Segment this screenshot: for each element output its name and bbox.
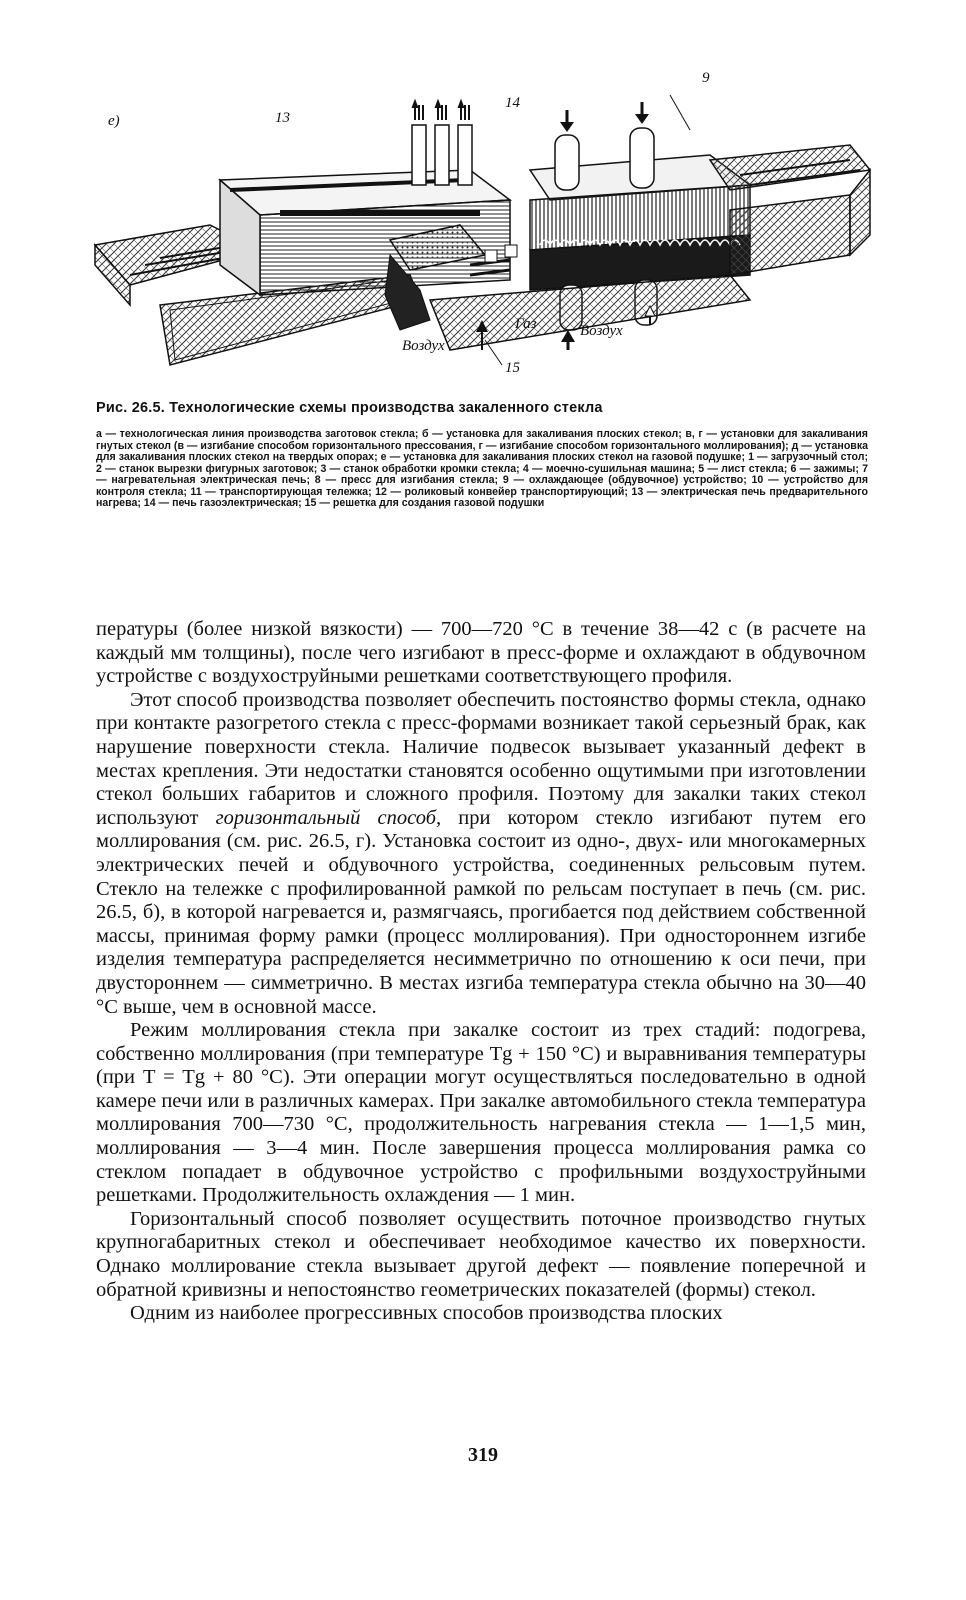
tempering-installation-drawing <box>90 60 880 390</box>
label-air-left: Воздух <box>402 338 445 354</box>
figure-caption-title: Рис. 26.5. Технологические схемы производства закаленного стекла <box>96 400 603 416</box>
paragraph-2-part-b: при котором стекло изгибают путем его моллирования (см. рис. 26.5, г). Установка состоит из одно-, двух- или многокамерных электрических печей и обдувочного устройства, соединенных рельсовым путем. Стекло на тележке с профилированной рамкой по рельсам поступает в печь (см. рис. 26.5, б), в которой нагревается и, размягчаясь, прогибается под действием собственной массы, принимая форму рамки (процесс моллирования). При одностороннем изгибе изделия температура распределяется несимметрично по отношению к оси печи, при двустороннем — симметрично. В местах изгиба температура стекла обычно на 30—40 °С выше, чем в основной массе. <box>96 806 867 1018</box>
paragraph-2 <box>96 689 866 1019</box>
figure-illustration <box>90 60 880 390</box>
label-15: 15 <box>505 360 520 376</box>
right-conveyor <box>710 145 870 275</box>
gas-pipes <box>412 100 472 185</box>
panel-label: е) <box>108 113 120 129</box>
label-gas: Газ <box>515 316 537 332</box>
label-air-right: Воздух <box>580 323 623 339</box>
body-text <box>96 618 866 1326</box>
paragraph-5: Одним из наиболее прогрессивных способов производства плоских <box>130 1302 723 1325</box>
figure-caption-legend: а — технологическая линия производства заготовок стекла; б — установка для закаливания плоских стекол; в, г — установки для закаливания гнутых стекол (в — изгибание способом горизонтального прессования, г — изгибание способом горизонтального моллирования); д — установка для закаливания плоских стекол на твердых опорах; е — установка для закаливания плоских стекол на газовой подушке; 1 — загрузочный стол; 2 — станок вырезки фигурных заготовок; 3 — станок обработки кромки стекла; 4 — моечно-сушильная машина; 5 — лист стекла; 6 — зажимы; 7 — нагревательная электрическая печь; 8 — пресс для изгибания стекла; 9 — охлаждающее (обдувочное) устройство; 10 — устройство для контроля стекла; 11 — транспортирующая тележка; 12 — роликовый конвейер транспортирующий; 13 — электрическая печь предварительного нагрева; 14 — печь газоэлектрическая; 15 — решетка для создания газовой подушки <box>96 428 869 509</box>
label-9: 9 <box>702 70 710 86</box>
paragraph-2-part-a: Этот способ производства позволяет обеспечить постоянство формы стекла, однако при контакте разогретого стекла с пресс-формами возникает такой серьезный брак, как нарушение поверхности стекла. Наличие подвесок вызывает указанный дефект в местах крепления. Эти недостатки становятся особенно ощутимыми при изготовлении стекол больших габаритов и сложного профиля. Поэтому для закалки таких стекол используют <box>96 688 866 829</box>
paragraph-1: пературы (более низкой вязкости) — 700—720 °С в течение 38—42 с (в расчете на каждый мм толщины), после чего изгибают в пресс-форме и охлаждают в обдувочном устройстве с воздухоструйными решетками соответствующего профиля. <box>96 618 866 688</box>
label-14: 14 <box>505 95 520 111</box>
page-number: 319 <box>468 1444 498 1466</box>
paragraph-4: Горизонтальный способ позволяет осуществить поточное производство гнутых крупногабаритных стекол и обеспечивает необходимое качество их поверхности. Однако моллирование стекла вызывает другой дефект — появление поперечной и обратной кривизны и непостоянство геометрических показателей (формы) стекол. <box>96 1207 866 1301</box>
label-13: 13 <box>275 110 290 126</box>
paragraph-3: Режим моллирования стекла при закалке состоит из трех стадий: подогрева, собственно моллирования (при температуре Tg + 150 °С) и выравнивания температуры (при T = Tg + 80 °С). Эти операции могут осуществляться последовательно в одной камере печи или в различных камерах. При закалке автомобильного стекла температура моллирования 700—730 °С, продолжительность нагревания стекла — 1—1,5 мин, моллирования — 3—4 мин. После завершения процесса моллирования рамка со стеклом попадает в обдувочное устройство с профильными воздухоструйными решетками. Продолжительность охлаждения — 1 мин. <box>96 1019 866 1207</box>
paragraph-2-italic: горизонтальный способ, <box>215 806 442 829</box>
